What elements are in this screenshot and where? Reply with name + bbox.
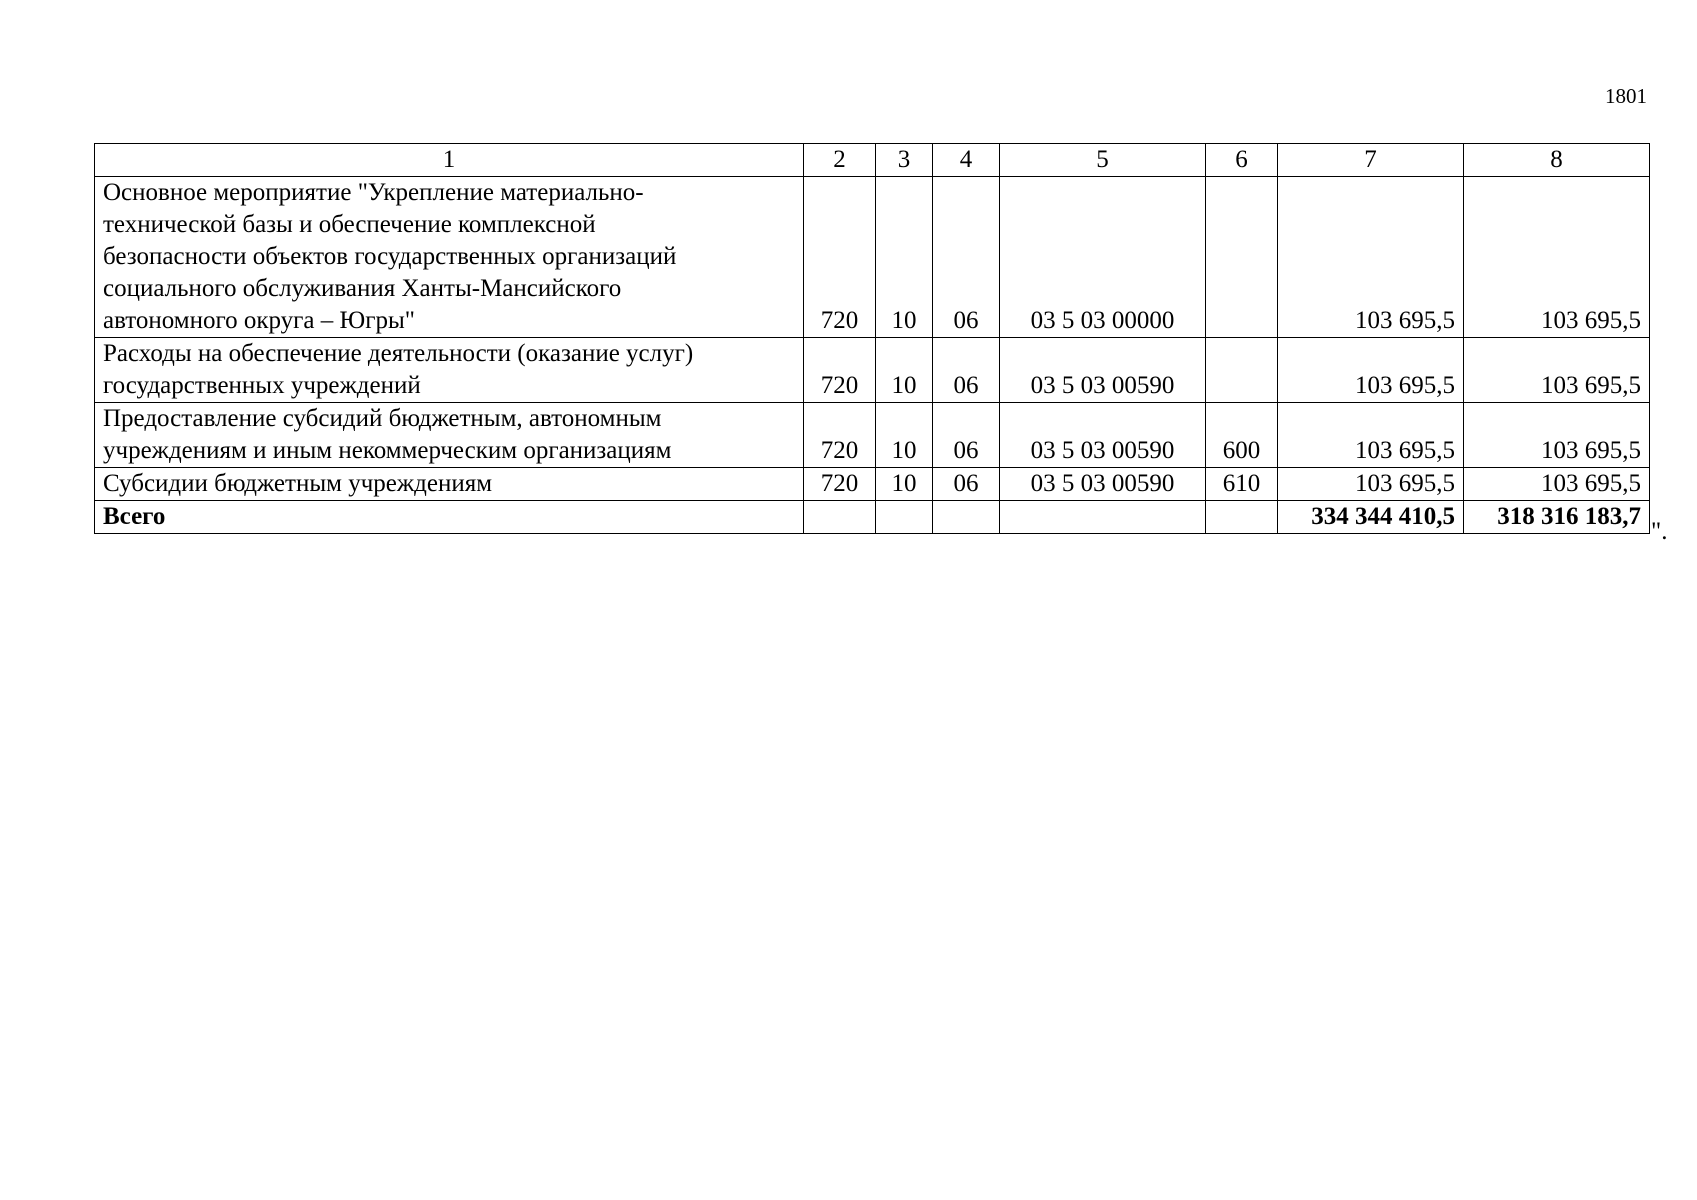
cell-empty <box>1206 501 1278 534</box>
row-name <box>95 468 804 501</box>
column-header-8: 8 <box>1464 144 1650 177</box>
cell-subsection: 06 <box>933 468 1000 501</box>
column-header-2: 2 <box>804 144 876 177</box>
cell-target-article: 03 5 03 00590 <box>1000 338 1206 403</box>
cell-target-article: 03 5 03 00590 <box>1000 403 1206 468</box>
row-name-line: государственных учреждений <box>103 372 421 399</box>
total-label: Всего <box>95 501 804 534</box>
cell-ministry-code: 720 <box>804 403 876 468</box>
cell-amount-7: 103 695,5 <box>1278 338 1464 403</box>
row-name <box>95 403 804 468</box>
page-number: 1801 <box>1605 84 1647 108</box>
cell-expense-type: 610 <box>1206 468 1278 501</box>
row-name-line: Расходы на обеспечение деятельности (оказание услуг) <box>103 340 694 367</box>
column-header-5: 5 <box>1000 144 1206 177</box>
cell-subsection: 06 <box>933 403 1000 468</box>
closing-quote-mark: ". <box>1651 518 1668 545</box>
column-header-7: 7 <box>1278 144 1464 177</box>
cell-empty <box>804 501 876 534</box>
cell-amount-7: 103 695,5 <box>1278 177 1464 338</box>
row-name-line: Субсидии бюджетным учреждениям <box>103 470 493 497</box>
cell-amount-8: 103 695,5 <box>1464 338 1650 403</box>
row-name-line: учреждениям и иным некоммерческим организациям <box>103 437 672 464</box>
cell-amount-8: 103 695,5 <box>1464 177 1650 338</box>
budget-table <box>94 143 1650 534</box>
table-row <box>95 403 1650 468</box>
row-name-line: социального обслуживания Ханты-Мансийского <box>103 275 622 302</box>
column-header-4: 4 <box>933 144 1000 177</box>
row-name-line: Предоставление субсидий бюджетным, автономным <box>103 405 662 432</box>
cell-section: 10 <box>876 177 933 338</box>
cell-amount-7: 103 695,5 <box>1278 403 1464 468</box>
total-row <box>95 501 1650 534</box>
cell-expense-type <box>1206 338 1278 403</box>
row-name-line: безопасности объектов государственных организаций <box>103 243 677 270</box>
cell-amount-8: 103 695,5 <box>1464 468 1650 501</box>
cell-section: 10 <box>876 468 933 501</box>
total-amount-8: 318 316 183,7 <box>1464 501 1650 534</box>
cell-expense-type: 600 <box>1206 403 1278 468</box>
column-header-6: 6 <box>1206 144 1278 177</box>
cell-subsection: 06 <box>933 177 1000 338</box>
cell-section: 10 <box>876 403 933 468</box>
column-header-3: 3 <box>876 144 933 177</box>
table-row <box>95 468 1650 501</box>
row-name <box>95 177 804 338</box>
row-name <box>95 338 804 403</box>
cell-empty <box>876 501 933 534</box>
cell-amount-7: 103 695,5 <box>1278 468 1464 501</box>
cell-ministry-code: 720 <box>804 338 876 403</box>
cell-target-article: 03 5 03 00590 <box>1000 468 1206 501</box>
table-row <box>95 177 1650 338</box>
cell-section: 10 <box>876 338 933 403</box>
budget-table-container <box>94 143 1649 534</box>
cell-amount-8: 103 695,5 <box>1464 403 1650 468</box>
row-name-line: автономного округа – Югры" <box>103 307 415 334</box>
cell-ministry-code: 720 <box>804 177 876 338</box>
cell-target-article: 03 5 03 00000 <box>1000 177 1206 338</box>
column-header-1: 1 <box>95 144 804 177</box>
total-amount-7: 334 344 410,5 <box>1278 501 1464 534</box>
column-number-row <box>95 144 1650 177</box>
row-name-line: Основное мероприятие "Укрепление материально- <box>103 179 644 206</box>
cell-ministry-code: 720 <box>804 468 876 501</box>
cell-subsection: 06 <box>933 338 1000 403</box>
cell-empty <box>1000 501 1206 534</box>
table-row <box>95 338 1650 403</box>
row-name-line: технической базы и обеспечение комплексной <box>103 211 596 238</box>
cell-empty <box>933 501 1000 534</box>
cell-expense-type <box>1206 177 1278 338</box>
